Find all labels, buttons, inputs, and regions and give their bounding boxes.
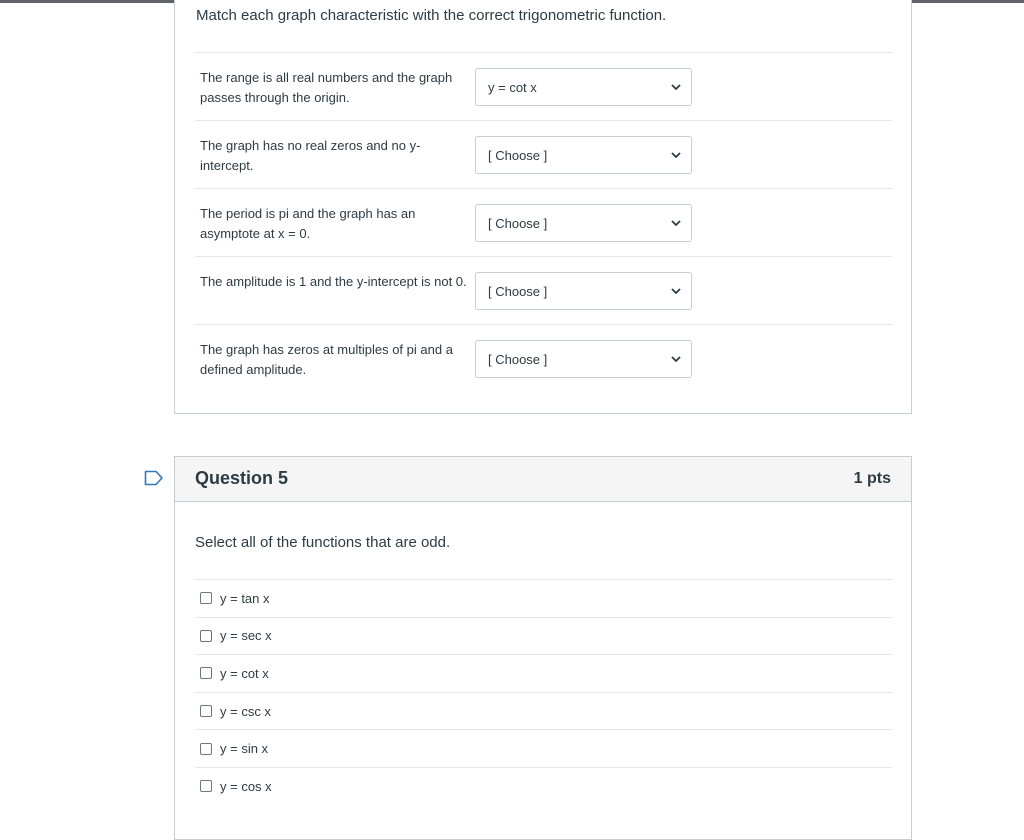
answer-label[interactable]: y = cot x: [220, 665, 269, 681]
answer-option[interactable]: [195, 729, 892, 767]
match-characteristic: The period is pi and the graph has an asymptote at x = 0.: [200, 206, 416, 241]
answer-checkbox[interactable]: [200, 592, 212, 604]
answer-label[interactable]: y = sin x: [220, 741, 269, 757]
match-characteristic: The amplitude is 1 and the y-intercept is not 0.: [200, 274, 467, 289]
match-dropdown[interactable]: [475, 340, 692, 378]
answer-option[interactable]: [195, 579, 892, 617]
answer-label[interactable]: y = sec x: [220, 628, 272, 644]
answer-checkbox[interactable]: [200, 743, 212, 755]
match-dropdown[interactable]: [475, 272, 692, 310]
answer-checkbox[interactable]: [200, 630, 212, 642]
match-characteristic: The graph has zeros at multiples of pi and a defined amplitude.: [200, 342, 453, 377]
answer-label[interactable]: y = tan x: [220, 590, 270, 606]
question-5-prompt: Select all of the functions that are odd.: [195, 534, 451, 551]
answer-option[interactable]: [195, 767, 892, 805]
question-points: 1 pts: [853, 470, 891, 487]
match-dropdown[interactable]: [475, 204, 692, 242]
chevron-down-icon: [671, 151, 681, 159]
match-row: [195, 53, 892, 121]
answer-option[interactable]: [195, 692, 892, 730]
match-dropdown[interactable]: [475, 68, 692, 106]
dropdown-value: y = cot x: [488, 79, 537, 95]
answer-option[interactable]: [195, 654, 892, 692]
answer-options: [195, 579, 892, 805]
match-row: [195, 189, 892, 257]
match-row: [195, 257, 892, 325]
question-4-prompt: Match each graph characteristic with the correct trigonometric function.: [196, 7, 667, 24]
match-characteristic: The range is all real numbers and the graph passes through the origin.: [200, 70, 453, 105]
dropdown-value: [ Choose ]: [488, 351, 548, 367]
match-list: [195, 52, 892, 393]
question-title: Question 5: [195, 468, 289, 488]
chevron-down-icon: [671, 219, 681, 227]
match-row: [195, 325, 892, 393]
match-dropdown[interactable]: [475, 136, 692, 174]
match-row: [195, 121, 892, 189]
chevron-down-icon: [671, 83, 681, 91]
answer-checkbox[interactable]: [200, 780, 212, 792]
match-characteristic: The graph has no real zeros and no y-intercept.: [200, 138, 421, 173]
dropdown-value: [ Choose ]: [488, 215, 548, 231]
chevron-down-icon: [671, 287, 681, 295]
dropdown-value: [ Choose ]: [488, 283, 548, 299]
answer-label[interactable]: y = cos x: [220, 778, 272, 794]
question-header: [175, 457, 911, 502]
answer-checkbox[interactable]: [200, 667, 212, 679]
question-5-panel: [174, 456, 912, 840]
answer-checkbox[interactable]: [200, 705, 212, 717]
chevron-down-icon: [671, 355, 681, 363]
answer-option[interactable]: [195, 617, 892, 655]
answer-label[interactable]: y = csc x: [220, 703, 271, 719]
flag-question-icon[interactable]: [144, 470, 164, 486]
dropdown-value: [ Choose ]: [488, 147, 548, 163]
question-4-panel: [174, 0, 912, 414]
